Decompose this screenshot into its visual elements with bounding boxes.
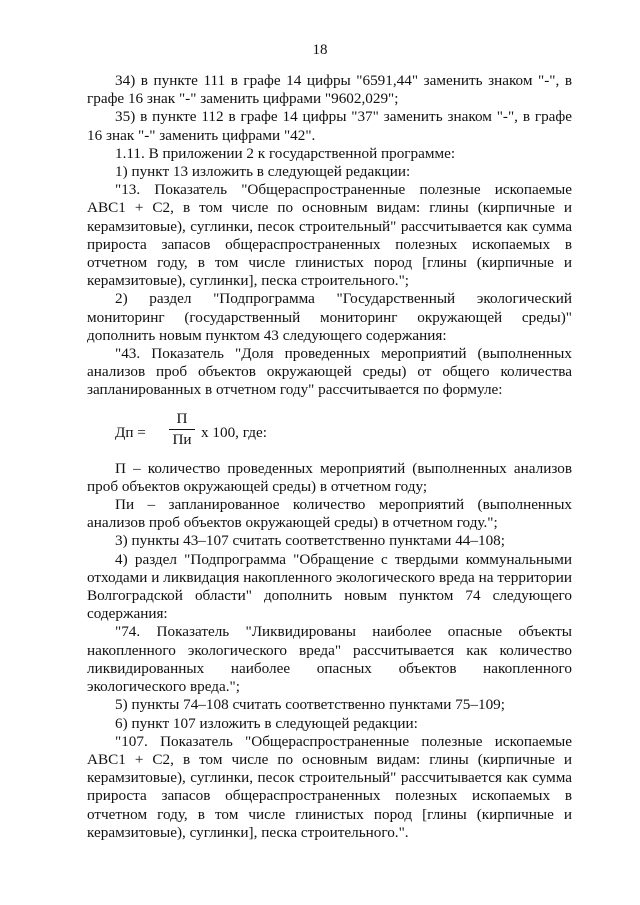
paragraph-subitem-6: 6) пункт 107 изложить в следующей редакции: [115, 714, 418, 732]
document-body [87, 72, 572, 842]
formula-rhs: x 100, где: [201, 423, 267, 441]
formula-fraction [169, 410, 195, 449]
page-number: 18 [312, 42, 328, 58]
paragraph-definition-p: П – количество проведенных мероприятий (выполненных анализов проб объектов окружающей среды) в отчетном году; [87, 459, 572, 495]
paragraph-point-13: "13. Показатель "Общераспространенные полезные ископаемые АВС1 + С2, в том числе по основным видам: глины (кирпичные и керамзитовые), суглинки, песок строительный" рассчитывается как сумма прироста запасов общераспространенных полезных ископаемых в отчетном году, в том числе глинистых пород [глины (кирпичные и керамзитовые), суглинки], песка строительного."; [87, 181, 572, 290]
paragraph-point-107: "107. Показатель "Общераспространенные полезные ископаемые АВС1 + С2, в том числе по основным видам: глины (кирпичные и керамзитовые), суглинки, песок строительный" рассчитывается как сумма прироста запасов общераспространенных полезных ископаемых в отчетном году, в том числе глинистых пород [глины (кирпичные и керамзитовые), суглинки], песка строительного.". [87, 732, 572, 841]
paragraph-subitem-1: 1) пункт 13 изложить в следующей редакции: [115, 163, 411, 181]
formula-denominator: Пи [172, 430, 192, 448]
paragraph-section-1-11: 1.11. В приложении 2 к государственной программе: [115, 144, 456, 162]
paragraph-item-35: 35) в пункте 112 в графе 14 цифры "37" заменить знаком "-", в графе 16 знак "-" заменить цифрами "42". [87, 108, 572, 144]
paragraph-item-34: 34) в пункте 111 в графе 14 цифры "6591,44" заменить знаком "-", в графе 16 знак "-" заменить цифрами "9602,029"; [87, 72, 572, 108]
formula-block [87, 400, 572, 460]
paragraph-subitem-3: 3) пункты 43–107 считать соответственно пунктами 44–108; [115, 532, 505, 550]
formula-numerator: П [169, 410, 195, 430]
paragraph-subitem-5: 5) пункты 74–108 считать соответственно пунктами 75–109; [115, 696, 505, 714]
paragraph-subitem-2: 2) раздел "Подпрограмма "Государственный экологический мониторинг (государственный мониторинг окружающей среды)" дополнить новым пунктом 43 следующего содержания: [87, 290, 572, 344]
formula-lhs: Дп = [115, 423, 146, 441]
paragraph-definition-pi: Пи – запланированное количество мероприятий (выполненных анализов проб объектов окружающей среды) в отчетном году."; [87, 496, 572, 532]
paragraph-point-74: "74. Показатель "Ликвидированы наиболее опасные объекты накопленного экологического вреда" рассчитывается как количество ликвидированных наиболее опасных объектов накопленного экологического вреда."; [87, 623, 572, 696]
paragraph-point-43: "43. Показатель "Доля проведенных мероприятий (выполненных анализов проб объектов окружающей среды) от общего количества запланированных в отчетном году" рассчитывается по формуле: [87, 345, 572, 399]
paragraph-subitem-4: 4) раздел "Подпрограмма "Обращение с твердыми коммунальными отходами и ликвидация накопленного экологического вреда на территории Волгоградской области" дополнить новым пунктом 74 следующего содержания: [87, 550, 572, 623]
